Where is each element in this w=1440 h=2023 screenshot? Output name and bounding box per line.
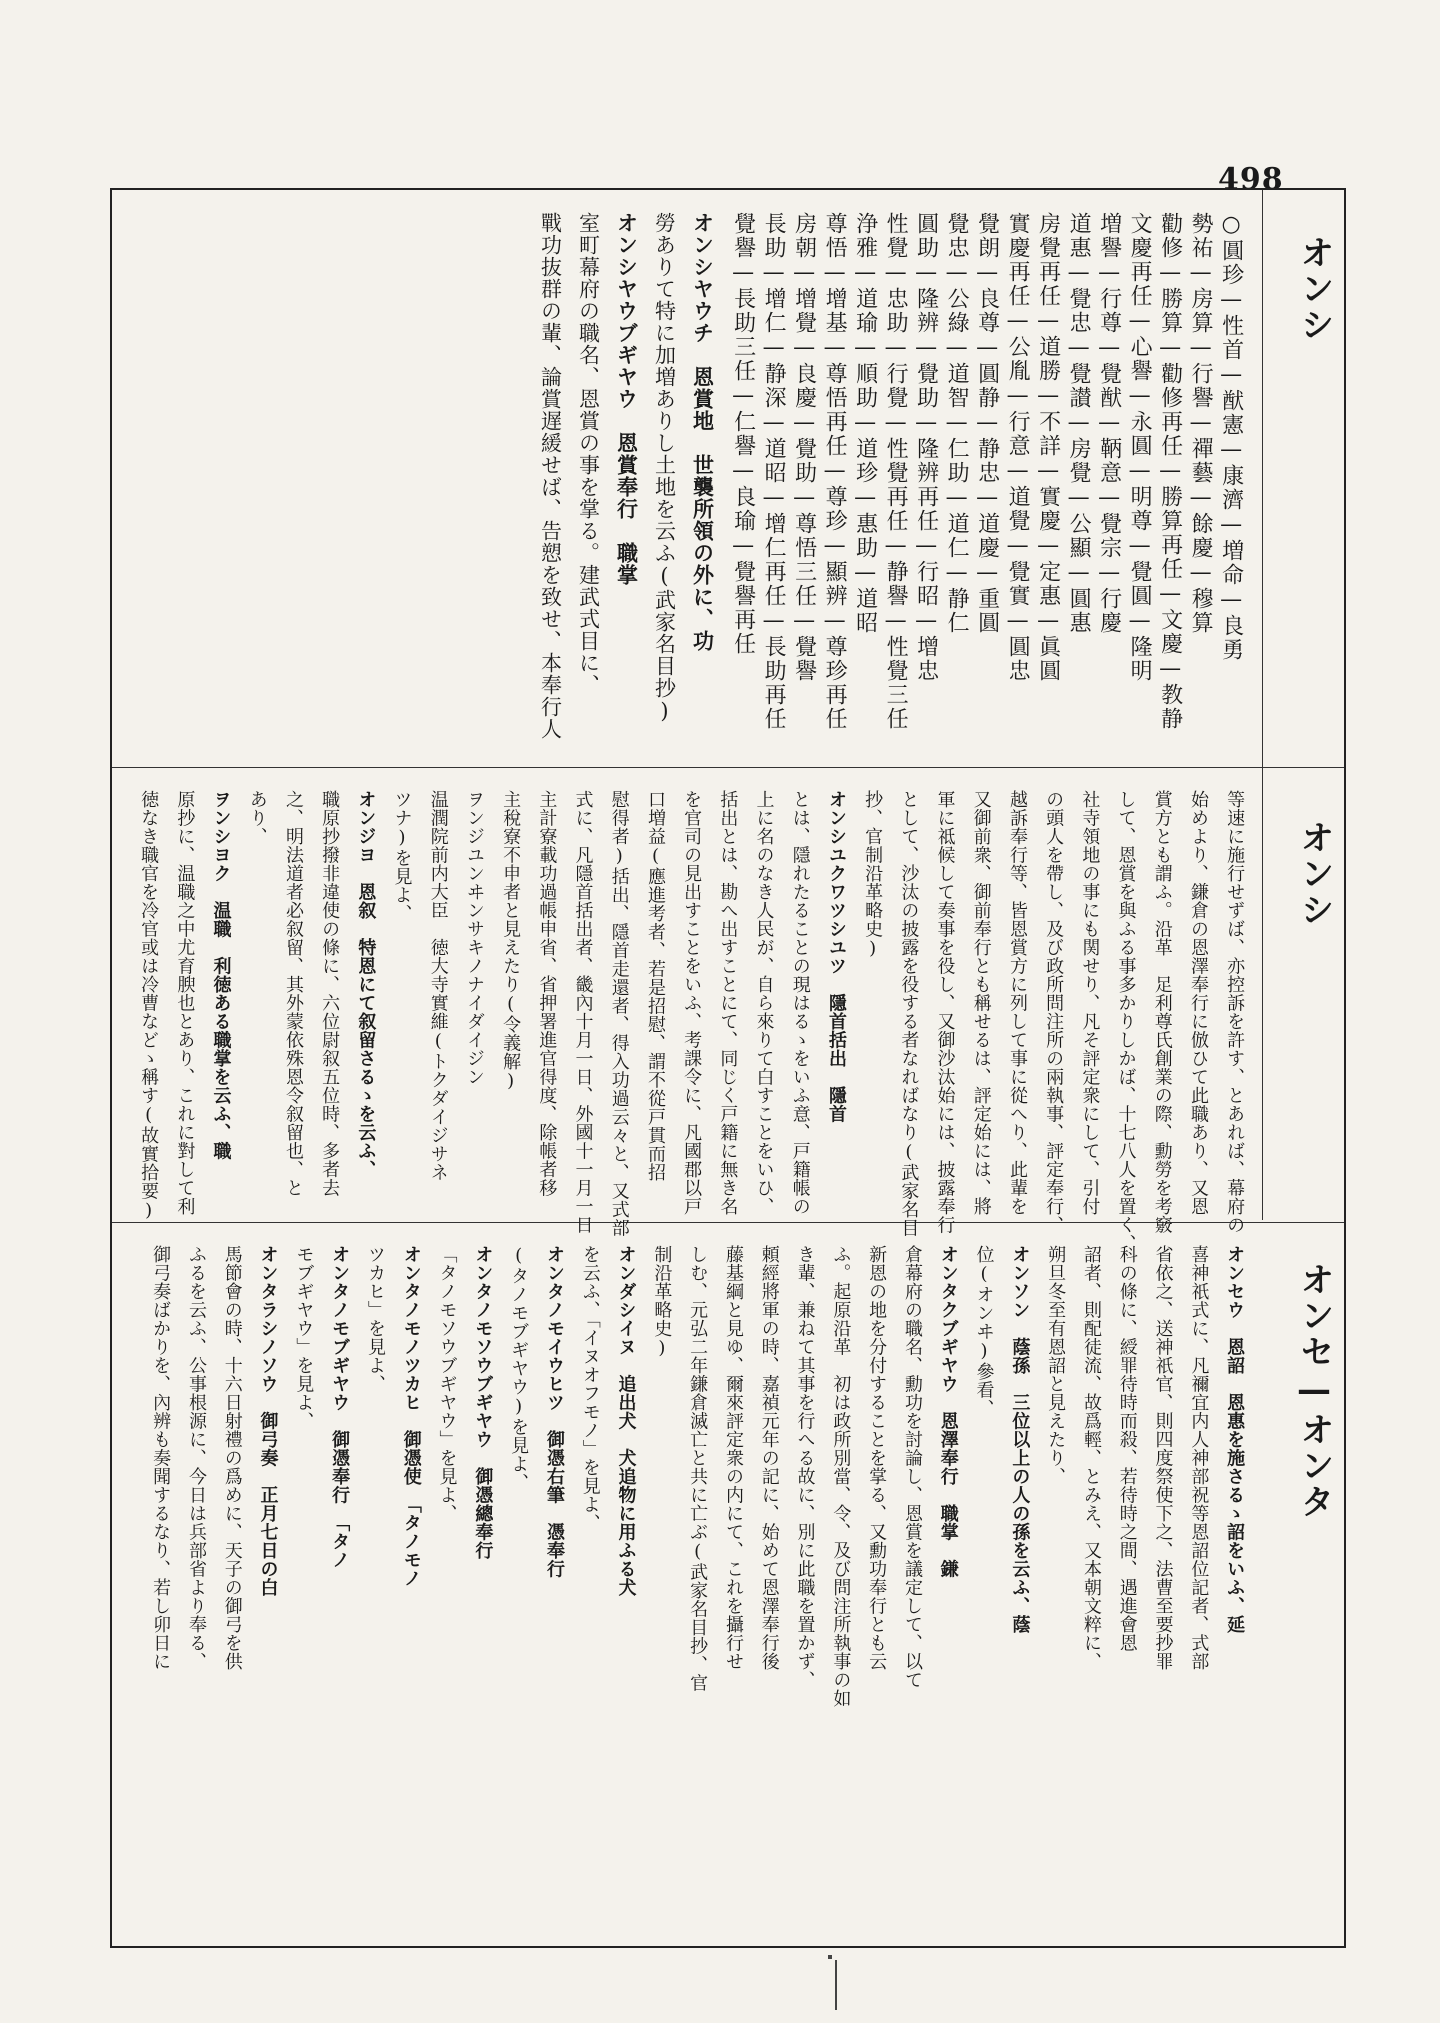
text-column: オンタノモイウヒツ 御憑右筆 憑奉行 xyxy=(543,1245,565,1578)
text-column: 等速に施行せずば、亦控訴を許す、とあれば、幕府の xyxy=(1224,790,1246,1234)
lineage-column: 圓助—隆辨—覺助—隆辨再任—行昭—增忠 xyxy=(913,212,939,683)
text-column: 抄、官制沿革略史) xyxy=(862,790,884,960)
lineage-column: 覺譽—長助三任—仁譽—良瑜—覺譽再任 xyxy=(730,212,756,656)
text-column: 御弓奏ばかりを、內辨も奏聞するなり、若し卯日に xyxy=(150,1245,172,1671)
text-column: オンタクブギヤウ 恩澤奉行 職掌 鎌 xyxy=(937,1245,959,1578)
lineage-column: 長助—增仁—静深—道昭—增仁再任—長助再任 xyxy=(761,212,787,731)
text-column: 朔旦冬至有恩詔と見えたり、 xyxy=(1045,1245,1067,1486)
text-column: しむ、元弘二年鎌倉滅亡と共に亡ぶ(武家名目抄、官 xyxy=(687,1245,709,1692)
entry-column: 戰功抜群の輩、論賞遅緩せば、告愬を致せ、本奉行人 xyxy=(538,212,563,740)
text-column: 倉幕府の職名、勳功を討論し、恩賞を議定して、以て xyxy=(901,1245,923,1689)
lineage-column: 房朝—增覺—良慶—覺助—尊悟三任—覺譽 xyxy=(791,212,817,683)
text-column: 頼經將軍の時、嘉禎元年の記に、始めて恩澤奉行後 xyxy=(758,1245,780,1671)
text-column: 制沿革略史) xyxy=(651,1245,673,1359)
text-column: 又御前衆、御前奉行とも稱せるは、評定始には、將 xyxy=(970,790,992,1216)
text-column: として、沙汰の披露を役する者なればなり(武家名目 xyxy=(898,790,920,1237)
lineage-column: 浄雅—道瑜—順助—道珍—惠助—道昭 xyxy=(852,212,878,635)
text-column: 式に、凡隱首括出者、畿內十月一日、外國十一月一日 xyxy=(572,790,594,1234)
text-column: ふ。起原沿革 初は政所別當、令、及び問注所執事の如 xyxy=(830,1245,852,1708)
divider-upper-middle xyxy=(112,767,1344,768)
text-column: き輩、兼ねて其事を行へる故に、別に此職を置かず、 xyxy=(794,1245,816,1689)
text-column: 口増益(應進考者、若是招慰、謂不從戸貫而招 xyxy=(644,790,666,1182)
text-column: 上に名のなき人民が、自ら來りて白すことをいひ、 xyxy=(753,790,775,1216)
lineage-column: 文慶再任—心譽—永圓—明尊—覺圓—隆明 xyxy=(1127,212,1153,683)
text-column: 賞方とも謂ふ。沿革 足利尊氏創業の際、勳勞を考竅 xyxy=(1151,790,1173,1234)
text-column: 位(オンヰ)參看、 xyxy=(973,1245,995,1418)
text-column: ヲンシヨク 温職 利徳ある職掌を云ふ、職 xyxy=(210,790,232,1160)
lineage-column: 實慶再任—公胤—行意—道覺—覺實—圓忠 xyxy=(1005,212,1031,683)
text-column: とは、隱れたることの現はるゝをいふ意、戸籍帳の xyxy=(789,790,811,1216)
text-column: を官司の見出すことをいふ、考課令に、凡國郡以戸 xyxy=(681,790,703,1216)
header-bottom: オンセ—オンタ xyxy=(1294,1262,1334,1520)
text-column: ふるを云ふ、公事根源に、今日は兵部省より奉る、 xyxy=(185,1245,207,1671)
text-column: オンタノモノツカヒ 御憑使 「タノモノ xyxy=(400,1245,422,1588)
text-column: モブギヤウ」を見よ、 xyxy=(293,1245,315,1430)
text-column: 「タノモソウブギヤウ」を見よ、 xyxy=(436,1245,458,1523)
text-column: オンタノモブギヤウ 御憑奉行 「タノ xyxy=(329,1245,351,1569)
text-column: 慰得者)括出、隱首走還者、得入功過云々と、又式部 xyxy=(608,790,630,1237)
text-column: 新恩の地を分付することを掌る、又勳功奉行とも云 xyxy=(866,1245,888,1671)
lineage-column: 勸修—勝算—勸修再任—勝算再任—文慶—教静 xyxy=(1157,212,1183,731)
text-column: 喜神祇式に、凡禰宜内人神部祝等恩詔位記者、式部 xyxy=(1188,1245,1210,1671)
text-column: オンタノモソウブギヤウ 御憑總奉行 xyxy=(472,1245,494,1560)
text-column: して、恩賞を與ふる事多かりしかば、十七八人を置く、 xyxy=(1115,790,1137,1253)
text-column: オンセウ 恩詔 恩惠を施さるゝ詔をいふ、延 xyxy=(1224,1245,1246,1634)
text-column: の頭人を帶し、及び政所問注所の兩執事、評定奉行、 xyxy=(1043,790,1065,1234)
text-column: あり、 xyxy=(246,790,268,846)
text-column: 軍に祗候して奏事を役し、又御沙汰始には、披露奉行 xyxy=(934,790,956,1234)
text-column: 原抄に、温職之中尤育腴也とあり、これに對して利 xyxy=(174,790,196,1216)
text-column: オンジヨ 恩叙 特恩にて叙留さるゝを云ふ、 xyxy=(355,790,377,1179)
text-column: 藤基綱と見ゆ、爾來評定衆の内にて、これを攝行せ xyxy=(722,1245,744,1671)
lineage-column: 勢祐—房算—行譽—禪藝—餘慶—穆算 xyxy=(1188,212,1214,635)
header-top: オンシ xyxy=(1294,235,1334,343)
text-column: 社寺領地の事にも関せり、凡そ評定衆にして、引付 xyxy=(1079,790,1101,1216)
text-column: ツナ)を見よ、 xyxy=(391,790,413,923)
text-column: 詔者、則配徒流、故爲輕、とみえ、又本朝文粹に、 xyxy=(1080,1245,1102,1671)
entry-column: 勞ありて特に加増ありし土地を云ふ(武家名目抄) xyxy=(652,212,677,724)
text-column: 之、明法道者必叙留、其外蒙依殊恩令叙留也、と xyxy=(282,790,304,1197)
entry-column: オンシヤウブギヤウ 恩賞奉行 職掌 xyxy=(614,212,639,586)
entry-column: 室町幕府の職名、恩賞の事を掌る。建武式目に、 xyxy=(576,212,601,696)
lineage-column: 覺忠—公綠—道智—仁助—道仁—静仁 xyxy=(944,212,970,635)
lineage-column: 性覺—忠助—行覺—性覺再任—静譽—性覺三任 xyxy=(883,212,909,731)
text-column: 括出とは、勘へ出すことにて、同じく戸籍に無き名 xyxy=(717,790,739,1216)
lineage-column: 道惠—覺忠—覺讃—房覺—公顯—圓惠 xyxy=(1066,212,1092,635)
text-column: オンシユクワツシユツ 隱首括出 隱首 xyxy=(825,790,847,1123)
text-column: 主稅寮不申者と見えたり(令義解) xyxy=(500,790,522,1092)
text-column: 科の條に、綬罪待時而殺、若待時之間、遇進會恩 xyxy=(1116,1245,1138,1652)
text-column: 省依之、送神祇官、則四度祭使下之、法曹至要抄罪 xyxy=(1152,1245,1174,1671)
header-middle: オンシ xyxy=(1294,820,1334,928)
lineage-column: 尊悟—增基—尊悟再任—尊珍—顯辨—尊珍再任 xyxy=(822,212,848,731)
text-column: 温潤院前内大臣 徳大寺實維(トクダイジサネ xyxy=(427,790,449,1182)
text-column: オンタラシノソウ 御弓奏 正月七日の白 xyxy=(257,1245,279,1597)
text-column: 主計寮載功過帳申省、省押署進官得度、除帳者移 xyxy=(536,790,558,1197)
text-column: ヲンジユンヰンサキノナイダイジン xyxy=(463,790,485,1086)
lineage-column: 覺朗—良尊—圓静—静忠—道慶—重圓 xyxy=(974,212,1000,635)
lineage-column: 増譽—行尊—覺猷—鞆意—覺宗—行慶 xyxy=(1096,212,1122,635)
text-column: 始めより、鎌倉の恩澤奉行に倣ひて此職あり、又恩 xyxy=(1187,790,1209,1216)
entry-column: オンシヤウチ 恩賞地 世襲所領の外に、功 xyxy=(690,212,715,652)
text-column: 馬節會の時、十六日射禮の爲めに、天子の御弓を供 xyxy=(221,1245,243,1671)
text-column: ツカヒ」を見よ、 xyxy=(364,1245,386,1393)
text-column: オンダシイヌ 追出犬 犬追物に用ふる犬 xyxy=(615,1245,637,1597)
bottom-dot xyxy=(828,1955,832,1959)
text-column: 職原抄撥非違使の條に、六位尉叙五位時、多者去 xyxy=(319,790,341,1197)
lineage-column: ○圓珍—性首—猷憲—康濟—増命—良勇 xyxy=(1218,212,1244,662)
text-column: 越訴奉行等、皆恩賞方に列して事に從へり、此輩を xyxy=(1006,790,1028,1216)
text-column: (タノモブギヤウ)を見よ、 xyxy=(508,1245,530,1492)
page-number: 498 xyxy=(1218,162,1284,197)
text-column: 徳なき職官を冷官或は冷曹などゝ稱す(故實拾要) xyxy=(138,790,160,1222)
text-column: オンソン 蔭孫 三位以上の人の孫を云ふ、蔭 xyxy=(1009,1245,1031,1634)
divider-vertical xyxy=(1262,190,1263,1220)
text-column: を云ふ、「イヌオフモノ」を見よ、 xyxy=(579,1245,601,1532)
bottom-rule xyxy=(835,1960,837,2010)
lineage-column: 房覺再任—道勝—不詳—實慶—定惠—眞圓 xyxy=(1035,212,1061,683)
